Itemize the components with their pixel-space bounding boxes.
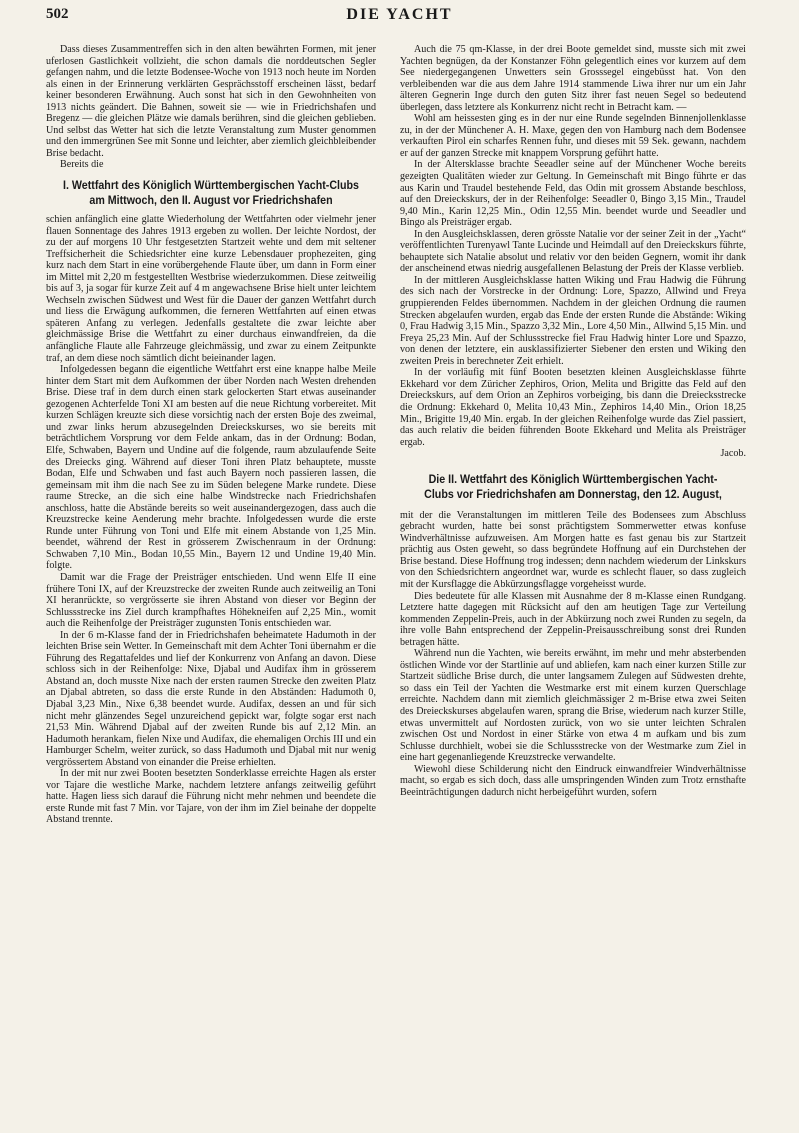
paragraph: Infolgedessen begann die eigentliche Wettfahrt erst eine knappe halbe Meile hinter dem Start mit dem Aufkommen der über Norden nach Westen drehenden Brise. Diese traf in dem durch einen stark gelockerten Start etwas auseinander gezogenen Achterfelde Toni XI am besten auf die neue Richtung vorbereitet. Mit kurzen Schlägen kreuzte sich diese vorsichtig nach der ersten Boje des zweimal, und zwar links herum abzusegelnden Dreieckskurses, wo sie bereits mit beträchtlichem Vorsprung vor dem Felde ankam, das in der Ordnung: Bodan, Elfe, Schwaben, Bayern und Undine auf die folgende, raum abzulaufende Seite des Dreiecks ging. Während auf dieser Toni ihren Platz behauptete, musste Bodan, Elfe und Schwaben und fast auch Bayern noch passieren lassen, die gemeinsam mit ihm die nach See zu im Süden belegene Marke rundete. Diese raume Strecke, an die sich eine halbe Windstrecke nach Friedrichshafen anschloss, hatte die Abstände bereits so weit auseinandergezogen, dass auch die Kreuzstrecke keine Aenderung mehr brachte. Infolgedessen wurde die erste Runde unter Führung von Toni und Elfe mit einem Abstande von 1,25 Min. beendet, während der Rest in grösserem Zwischenraum in der Ordnung: Schwaben 7,10 Min., Bodan 10,55 Min., Bayern 12 und Undine 19,40 Min. folgte. bbox=[46, 364, 376, 572]
paragraph: Bereits die bbox=[60, 159, 104, 171]
paragraph: In der mit nur zwei Booten besetzten Sonderklasse erreichte Hagen als erster vor Tajare die westliche Marke, nachdem letztere anfangs zeitweilig geführt hatte. Hagen liess sich darauf die Führung nicht mehr nehmen und beendete die erste Runde mit fast 7 Min. vor Tajare, von der ihm im Ziel beinahe der doppelte Abstand trennte. bbox=[46, 768, 376, 826]
paragraph: Wohl am heissesten ging es in der nur eine Runde segelnden Binnenjollenklasse zu, in der der Münchener A. H. Maxe, gegen den von Hamburg nach dem Bodensee verkauften Pirol ein scharfes Rennen fuhr, und dieses mit 59 Sek. gewann, nachdem er auf der ganzen Strecke mit knappem Vorsprung geführt hatte. bbox=[400, 113, 746, 159]
paragraph: In der 6 m-Klasse fand der in Friedrichshafen beheimatete Hadumoth in der leichten Brise sein Wetter. In Gemeinschaft mit dem Achter Toni übernahm er die Führung des Regattafeldes und lief der Konkurrenz von Anfang an davon. Diese schloss sich in der Reihenfolge: Nixe, Djabal und Audifax ihm in grösserem Abstand an, doch musste Nixe nach der ersten raumen Strecke den zweiten Platz an Djabal abtreten, so dass die erste Runde in den Abständen: Hadumoth 0, Djabal 3,23 Min., Nixe 6,38 beendet wurde. Audifax, dessen an und für sich nicht mehr glänzendes Segel unzureichend gepickt war, folgte sogar erst nach 21,53 Min. Während Djabal auf der zweiten Runde bis auf 2,12 Min. an Hadumoth herankam, fielen Nixe und Audifax, die ehemaligen Orchis III und ein Hamburger Schelm, weiter zurück, so dass Hadumoth und Djabal mit nur wenig vergrössertem Abstand von einander die Preise erhielten. bbox=[46, 629, 376, 768]
paragraph: Dass dieses Zusammentreffen sich in den alten bewährten Formen, mit jener uferlosen Gastlichkeit vollzieht, die schon damals die norddeutschen Segler gefangen nahm, und die letzte Bodensee-Woche von 1913 noch heute im Norden als einen in der Erinnerung verklärten Gesprächsstoff erscheinen lässt, bedarf keiner besonderen Erwähnung. Auch sonst hat sich in den Gewohnheiten von 1913 nichts geändert. Die Bahnen, soweit sie — wie in Friedrichshafen und Bregenz — die gleichen Plätze wie damals berühren, sind die gleichen geblieben. Und selbst das Wetter hat sich die letzte Veranstaltung zum Muster genommen und den immergrünen See mit Sonne und leichter, aber ziemlich gleichbleibender Brise bedacht. bbox=[46, 44, 376, 159]
paragraph: In der Altersklasse brachte Seeadler seine auf der Münchener Woche bereits gezeigten Qualitäten wieder zur Geltung. In Gemeinschaft mit Bingo führte er das aus Karin und Traudel bestehende Feld, das Odin mit grossem Abstande beschloss, auf den Dreieckskurs, der in der Reihenfolge: Seeadler 0, Bingo 3,15 Min., Traudel 9,40 Min., Karin 12,25 Min., Odin 12,55 Min. beendet wurde und Seeadler und Bingo als Preisträger ergab. bbox=[400, 159, 746, 229]
paragraph: In der vorläufig mit fünf Booten besetzten kleinen Ausgleichsklasse führte Ekkehard vor dem Züricher Zephiros, Orion, Melita und Brigitte das Feld auf den Dreieckskurs, auf dem Orion an Zephiros vorbeiging, bis dann die Dreiecksstrecke die Ordnung: Ekkehard 0, Melita 10,43 Min., Zephiros 14,40 Min., Orion 18,25 Min., Brigitte 19,40 Min. ergab. In der gleichen Reihenfolge wurde das Ziel passiert, das auch relativ die beiden führenden Boote Ekkehard und Melita als Preisträger ergab. bbox=[400, 367, 746, 448]
section-heading-first-race: I. Wettfahrt des Königlich Württembergischen Yacht-Clubs am Mittwoch, den II. August vor Friedrichshafen bbox=[63, 179, 359, 208]
paragraph: Damit war die Frage der Preisträger entschieden. Und wenn Elfe II eine frühere Toni IX, auf der Kreuzstrecke der zweiten Runde auch zeitweilig an Toni XI heranrückte, so vergrösserte sie ihren Abstand von dieser vor Beginn der Schlussstrecke ins Ziel durch krampfhaftes Höhekneifen auf 2,25 Min., womit auch die Reihenfolge der Preisträger zugunsten Tonis entschieden war. bbox=[46, 571, 376, 630]
paragraph: mit der die Veranstaltungen im mittleren Teile des Bodensees zum Abschluss gebracht wurden, hatte bei sonst prächtigstem Sommerwetter etwas konfuse Windverhältnisse aufzuweisen. Am Morgen hatte es fast genau bis zur Startzeit prächtig aus Osten geweht, so dass begründete Hoffnung auf ein Durchstehen der Brise bestand. Diese Hoffnung trog indessen; denn nachdem wiederum der Linkskurs von den Schiedsrichtern angeordnet war, wurde es schlecht flauer, so dass zugleich mit der Kursflagge die Abkürzungsflagge vorgeheisst wurde. bbox=[400, 509, 746, 590]
paragraph: In der mittleren Ausgleichsklasse hatten Wiking und Frau Hadwig die Führung des sich nach der Vorstrecke in der Ordnung: Lore, Spazzo, Allwind und Freya gruppierenden Feldes übernommen. Nachdem in der gleichen Ordnung die raumen Strecken abgelaufen wurden, ergab das Ende der ersten Runde die Abstände: Wiking 0, Frau Hadwig 3,15 Min., Spazzo 3,32 Min., Lore 4,50 Min., Allwind 5,15 Min. und Freya 25,23 Min. Auf der Schlussstrecke fiel Frau Hadwig hinter Lore und Spazzo, von denen der letztere, ein ausklassifizierter Siebener den ersten und Wiking den zweiten Preis in berechneter Zeit erhielt. bbox=[400, 274, 746, 367]
paragraph: schien anfänglich eine glatte Wiederholung der Wettfahrten oder vielmehr jener flauen Sonnentage des Jahres 1913 ergeben zu wollen. Der leichte Nordost, der zu der auf morgens 10 Uhr festgesetzten Startzeit wehte und dem mit seltener Treffsicherheit die Schiedsrichter eine kurze Lebensdauer prophezeiten, ging kurz nach dem Start in eine vorübergehende Flaute über, um dann in Form einer im Mittel mit 2,20 m festgestellten Westbrise wiederzukommen. Diese zeitweilig bis auf 3, ja sogar für kurze Zeit auf 4 m angewachsene Brise hielt unter leichtem Wechseln zwischen Südwest und West für die Dauer der ganzen Wettfahrt durch und liess die Erwägung aufkommen, die ferneren Wettfahrten auf einen etwas späteren Anfang zu verlegen. Jedenfalls gestaltete die zwar leichte aber gleichmässige Brise die Wettfahrt zu einer durchaus einwandfreien, da die anfängliche Flaute alle Fahrzeuge gleichmässig, und zwar zu einem Zeitpunkte traf, an dem diese noch sämtlich dicht beieinander lagen. bbox=[46, 214, 376, 364]
running-title: DIE YACHT bbox=[346, 6, 453, 23]
right-column bbox=[400, 44, 746, 798]
paragraph: In den Ausgleichsklassen, deren grösste Natalie vor der seiner Zeit in der „Yacht“ veröffentlichten Turenyawl Tante Lucinde und Heimdall auf den Dreieckskurs führte, behauptete sich Natalie absolut und relativ vor den beiden Gegnern, womit ihr dank der anscheinend etwas niedrig ausgefallenen Belastung der Preis der Klasse verblieb. bbox=[400, 228, 746, 275]
page-number: 502 bbox=[46, 6, 69, 22]
page-header bbox=[40, 6, 759, 28]
author-signature: Jacob. bbox=[720, 448, 746, 460]
left-column bbox=[46, 44, 376, 826]
paragraph: Während nun die Yachten, wie bereits erwähnt, im mehr und mehr absterbenden östlichen Winde vor der Startlinie auf und abliefen, kam nach einer kurzen Stille zur Startzeit südliche Brise durch, die unter langsamem Zulegen auf Südwesten drehte, so dass ein Teil der Yachten die Westmarke erst mit einem kurzen Querschlage erreichte. Nachdem dann mit ziemlich gleichmässiger 2 m-Brise etwa zwei Seiten des Dreieckskurses abgelaufen waren, sprang die Brise, wiederum nach kurzer Stille, etwas unvermittelt auf Nordosten zurück, von wo sie unter leichten Schralen zwischen Ost und Nordost in einer Stärke von etwa 4 m aufkam und bis zum Schlusse durchhielt, wobei sie die Schlussstrecke von der Westmarke zum Ziel in eine hart gegenanliegende Kreuzstrecke verwandelte. bbox=[400, 648, 746, 764]
paragraph: Wiewohl diese Schilderung nicht den Eindruck einwandfreier Windverhältnisse macht, so ergab es sich doch, dass alle umspringenden Winden zum Trotz ernsthafte Beeinträchtigungen dadurch nicht herbeigeführt wurden, sofern bbox=[400, 763, 746, 798]
paragraph: Dies bedeutete für alle Klassen mit Ausnahme der 8 m-Klasse einen Rundgang. Letztere hatte dagegen mit Rücksicht auf den am heutigen Tage zur Verteilung kommenden Zeppelin-Preis, auch in der Abkürzung noch zwei Runden zu segeln, da ihre volle Bahn entsprechend der Zeppelin-Preisausschreibung sonst drei Runden betragen hätte. bbox=[400, 590, 746, 648]
paragraph: Auch die 75 qm-Klasse, in der drei Boote gemeldet sind, musste sich mit zwei Yachten begnügen, da der Konstanzer Föhn gelegentlich eines vor kurzem auf dem See niedergegangenen Unwetters sein Grosssegel eingebüsst hat. Von den verbleibenden war die aus dem Jahre 1914 stammende Liwa ihrer nur um ein Jahr älteren Gegnerin Inge durch den guten Sitz ihrer fast neuen Segel so bedeutend überlegen, dass letztere als Konkurrenz nicht recht in Betracht kam. — bbox=[400, 44, 746, 113]
section-heading-second-race: Die II. Wettfahrt des Königlich Württembergischen Yacht-Clubs vor Friedrichshafen am Donnerstag, den 12. August, bbox=[424, 472, 722, 501]
